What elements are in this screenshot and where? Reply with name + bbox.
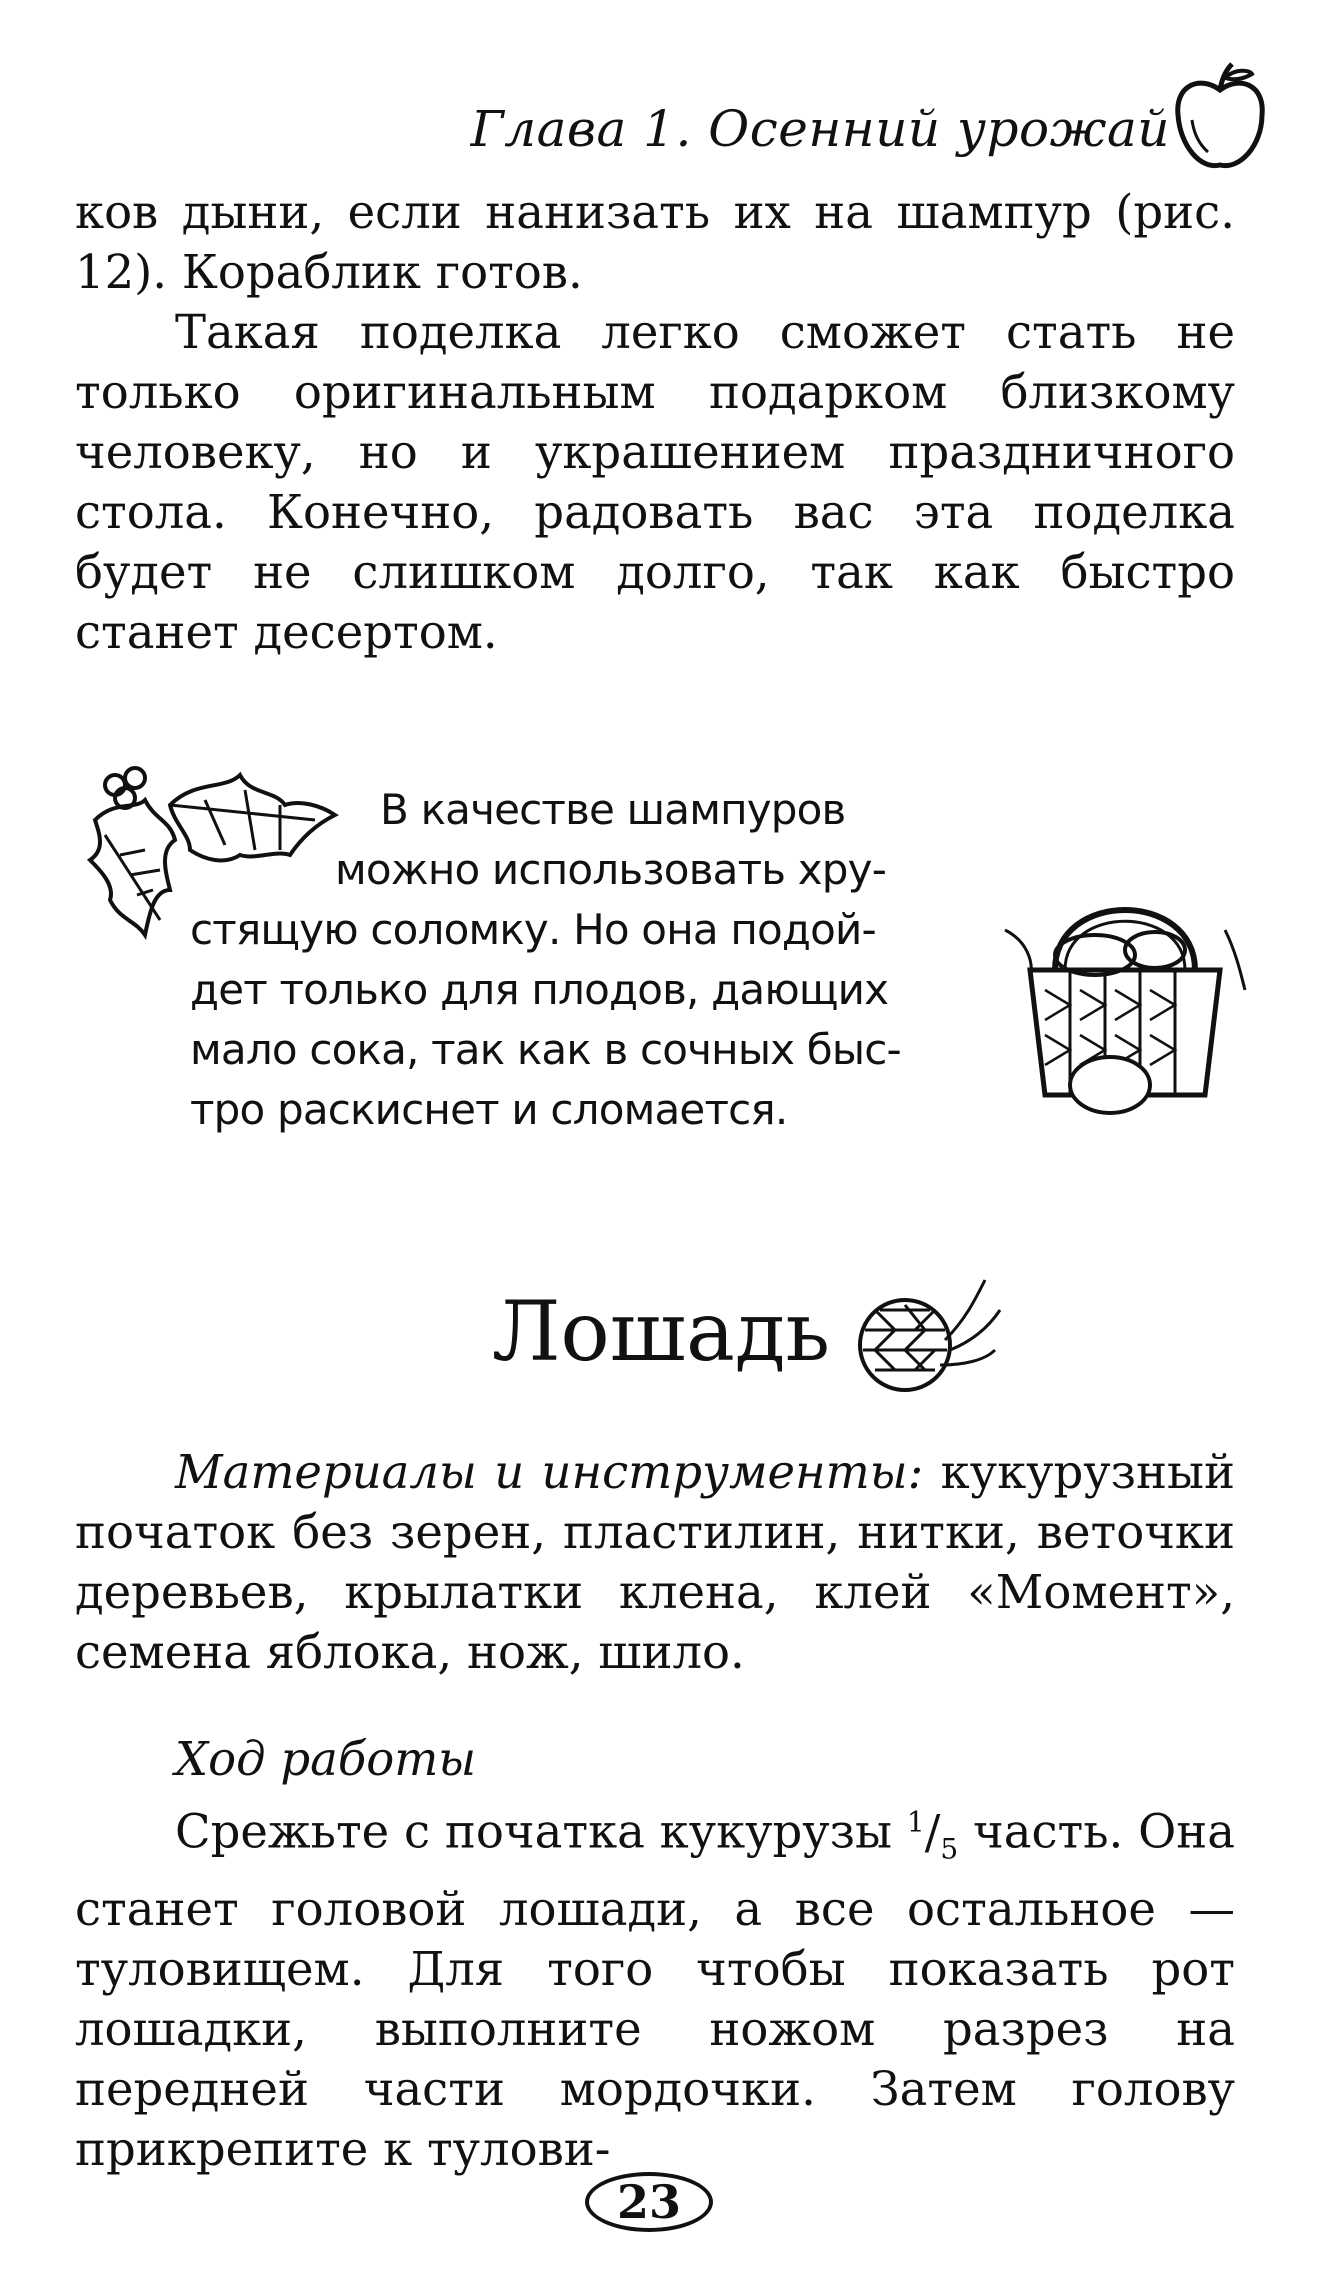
work-paragraph (75, 1792, 1235, 2179)
fraction-numerator: 1 (906, 1805, 925, 1838)
work-text-after: часть. Она станет головой лошади, а все остальное — туловищем. Для того чтобы показать рот лошадки, выполните ножом разрез на передней части мордочки. Затем голову прикрепите к тулови- (75, 1804, 1236, 2176)
tip-line: стящую соломку. Но она подой- (190, 905, 876, 954)
page-number: 23 (585, 2172, 713, 2232)
tip-line: В качестве шампуров (380, 785, 846, 834)
paragraph-continuation: ков дыни, если нанизать их на шампур (рис. 12). Кораблик готов. (75, 185, 1235, 299)
fraction-denominator: 5 (940, 1831, 959, 1865)
materials-text: кукурузный початок без зерен, пластилин, нитки, веточки деревьев, крылатки клена, клей «Момент», семена яблока, нож, шило. (75, 1445, 1235, 1679)
page-header (0, 60, 1280, 180)
tip-line: мало сока, так как в сочных быс- (190, 1025, 901, 1074)
fraction (906, 1804, 959, 1865)
work-text-before: Срежьте с початка кукурузы (175, 1804, 907, 1859)
pine-cone-icon (835, 1270, 1005, 1405)
basket-icon (995, 860, 1255, 1130)
chapter-title: Глава 1. Осенний урожай (470, 100, 1170, 158)
apple-icon (1170, 60, 1270, 180)
tip-line: можно использовать хру- (335, 845, 887, 894)
section-title: Лошадь (492, 1285, 831, 1380)
tip-line: тро раскиснет и сломается. (190, 1085, 788, 1134)
work-heading: Ход работы (175, 1732, 477, 1786)
materials-paragraph (75, 1442, 1235, 1682)
fraction-slash: / (924, 1804, 941, 1859)
tip-line: дет только для плодов, дающих (190, 965, 889, 1014)
materials-label: Материалы и инструменты: (175, 1445, 924, 1499)
tip-box (75, 760, 1275, 1140)
paragraph-gift: Такая поделка легко сможет стать не только оригинальным подарком близкому человеку, но и украшением праздничного стола. Конечно, радовать вас эта поделка будет не слишком долго, так как быстро станет десертом. (75, 305, 1235, 659)
